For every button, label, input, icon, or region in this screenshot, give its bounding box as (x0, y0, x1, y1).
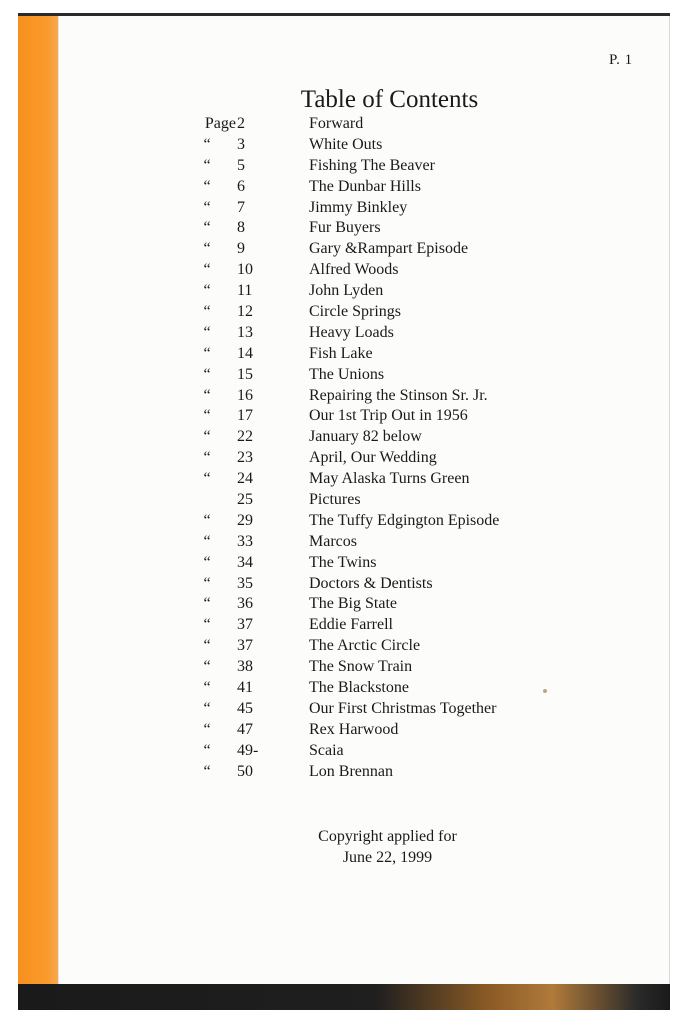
toc-chapter-title: May Alaska Turns Green (309, 470, 470, 488)
toc-chapter-title: Pictures (309, 491, 361, 509)
toc-chapter-title: January 82 below (309, 428, 422, 446)
toc-page-number: 37 (237, 637, 253, 655)
toc-entry (0, 511, 685, 532)
toc-entry (0, 532, 685, 553)
toc-chapter-title: Repairing the Stinson Sr. Jr. (309, 386, 488, 404)
toc-entry (0, 574, 685, 595)
toc-page-number: 10 (237, 261, 253, 279)
toc-chapter-title: Scaia (309, 741, 344, 759)
toc-page-number: 15 (237, 365, 253, 383)
toc-page-number: 38 (237, 658, 253, 676)
toc-chapter-title: The Arctic Circle (309, 637, 421, 655)
toc-page-number: 49- (237, 741, 259, 759)
toc-entry (0, 198, 685, 219)
toc-chapter-title: Our First Christmas Together (309, 699, 497, 717)
toc-chapter-title: The Dunbar Hills (309, 177, 421, 195)
ditto-mark: “ (203, 240, 211, 258)
toc-chapter-title: The Twins (309, 553, 377, 571)
ditto-mark: “ (203, 386, 211, 404)
ditto-mark: “ (203, 449, 211, 467)
ditto-mark: “ (203, 219, 211, 237)
toc-chapter-title: April, Our Wedding (309, 449, 437, 467)
toc-entry (0, 156, 685, 177)
ditto-mark: “ (203, 741, 211, 759)
toc-chapter-title: Gary &Rampart Episode (309, 240, 469, 258)
page-bottom-shadow (18, 984, 670, 1010)
ditto-mark: “ (203, 303, 211, 321)
ditto-mark: “ (203, 699, 211, 717)
ditto-mark: “ (203, 532, 211, 550)
ditto-mark: “ (203, 135, 211, 153)
toc-page-number: 8 (237, 219, 245, 237)
ditto-mark: “ (203, 177, 211, 195)
toc-entry (0, 427, 685, 448)
toc-entry (0, 239, 685, 260)
toc-entry (0, 281, 685, 302)
ditto-mark: “ (203, 344, 211, 362)
toc-entry (0, 699, 685, 720)
toc-page-number: 6 (237, 177, 245, 195)
toc-entry (0, 762, 685, 783)
ditto-mark: “ (203, 323, 211, 341)
toc-page-number: 7 (237, 198, 245, 216)
toc-page-number: 34 (237, 553, 253, 571)
toc-chapter-title: Jimmy Binkley (309, 198, 408, 216)
page-number: P. 1 (609, 52, 633, 68)
copyright-notice (0, 826, 685, 868)
toc-entry (0, 260, 685, 281)
toc-entry (0, 365, 685, 386)
toc-entry (0, 615, 685, 636)
toc-chapter-title: Eddie Farrell (309, 616, 393, 634)
toc-page-number: 14 (237, 344, 253, 362)
toc-entry (0, 469, 685, 490)
toc-entry (0, 302, 685, 323)
toc-chapter-title: Alfred Woods (309, 261, 399, 279)
ditto-mark: “ (203, 470, 211, 488)
toc-page-number: 36 (237, 595, 253, 613)
toc-chapter-title: White Outs (309, 135, 383, 153)
toc-entry (0, 490, 685, 511)
toc-page-number: 9 (237, 240, 245, 258)
toc-page-number: 22 (237, 428, 253, 446)
page-label: Page (204, 115, 236, 132)
ditto-mark: “ (203, 511, 211, 529)
toc-chapter-title: John Lyden (309, 282, 384, 300)
toc-page-number: 37 (237, 616, 253, 634)
toc-page-number: 47 (237, 720, 253, 738)
ditto-mark: “ (203, 679, 211, 697)
toc-page-number: 35 (237, 574, 253, 592)
toc-page-number: 2 (237, 115, 245, 132)
toc-entry (0, 323, 685, 344)
toc-entry (0, 218, 685, 239)
toc-chapter-title: Rex Harwood (309, 720, 399, 738)
page-title: Table of Contents (300, 86, 479, 113)
toc-entry (0, 636, 685, 657)
toc-chapter-title: The Unions (309, 365, 385, 383)
ditto-mark: “ (203, 720, 211, 738)
toc-chapter-title: Fur Buyers (309, 219, 381, 237)
toc-page-number: 45 (237, 699, 253, 717)
toc-chapter-title: Lon Brennan (309, 762, 393, 780)
ditto-mark: “ (203, 616, 211, 634)
toc-entry (0, 344, 685, 365)
toc-page-number: 23 (237, 449, 253, 467)
ditto-mark: “ (203, 365, 211, 383)
toc-entry (0, 741, 685, 762)
ditto-mark: “ (203, 282, 211, 300)
toc-page-number: 3 (237, 135, 245, 153)
ditto-mark: “ (203, 637, 211, 655)
toc-chapter-title: The Snow Train (309, 658, 413, 676)
toc-entry (0, 177, 685, 198)
toc-entry (0, 657, 685, 678)
toc-chapter-title: Heavy Loads (309, 323, 394, 341)
toc-page-number: 17 (237, 407, 253, 425)
ditto-mark: “ (203, 261, 211, 279)
ditto-mark: “ (203, 407, 211, 425)
toc-entry (0, 594, 685, 615)
toc-chapter-title: Circle Springs (309, 303, 401, 321)
toc-entry (0, 386, 685, 407)
toc-chapter-title: Fish Lake (309, 344, 373, 362)
toc-page-number: 5 (237, 156, 245, 174)
ditto-mark: “ (203, 595, 211, 613)
toc-page-number: 33 (237, 532, 253, 550)
toc-page-number: 16 (237, 386, 253, 404)
toc-page-number: 11 (237, 282, 253, 300)
toc-page-number: 12 (237, 303, 253, 321)
toc-chapter-title: Marcos (309, 532, 357, 550)
toc-entry (0, 135, 685, 156)
copyright-date: June 22, 1999 (342, 849, 433, 866)
toc-chapter-title: The Big State (309, 595, 397, 613)
toc-entry (0, 553, 685, 574)
toc-page-number: 29 (237, 511, 253, 529)
toc-page-number: 25 (237, 491, 253, 509)
toc-page-number: 41 (237, 679, 253, 697)
toc-list (0, 114, 685, 783)
copyright-line: Copyright applied for (318, 828, 457, 845)
toc-chapter-title: Forward (309, 115, 364, 132)
toc-chapter-title: The Tuffy Edgington Episode (309, 511, 500, 529)
toc-page-number: 13 (237, 323, 253, 341)
toc-chapter-title: Fishing The Beaver (309, 156, 435, 174)
toc-page-number: 50 (237, 762, 253, 780)
toc-page-number: 24 (237, 470, 253, 488)
ditto-mark: “ (203, 553, 211, 571)
toc-chapter-title: Doctors & Dentists (309, 574, 433, 592)
toc-entry (0, 678, 685, 699)
toc-chapter-title: Our 1st Trip Out in 1956 (309, 407, 468, 425)
paper-speck (543, 689, 547, 693)
toc-entry (0, 114, 685, 135)
toc-entry (0, 406, 685, 427)
ditto-mark: “ (203, 574, 211, 592)
ditto-mark: “ (203, 156, 211, 174)
ditto-mark: “ (203, 428, 211, 446)
toc-entry (0, 448, 685, 469)
toc-chapter-title: The Blackstone (309, 679, 409, 697)
toc-entry (0, 720, 685, 741)
ditto-mark: “ (203, 658, 211, 676)
ditto-mark: “ (203, 762, 211, 780)
ditto-mark: “ (203, 198, 211, 216)
